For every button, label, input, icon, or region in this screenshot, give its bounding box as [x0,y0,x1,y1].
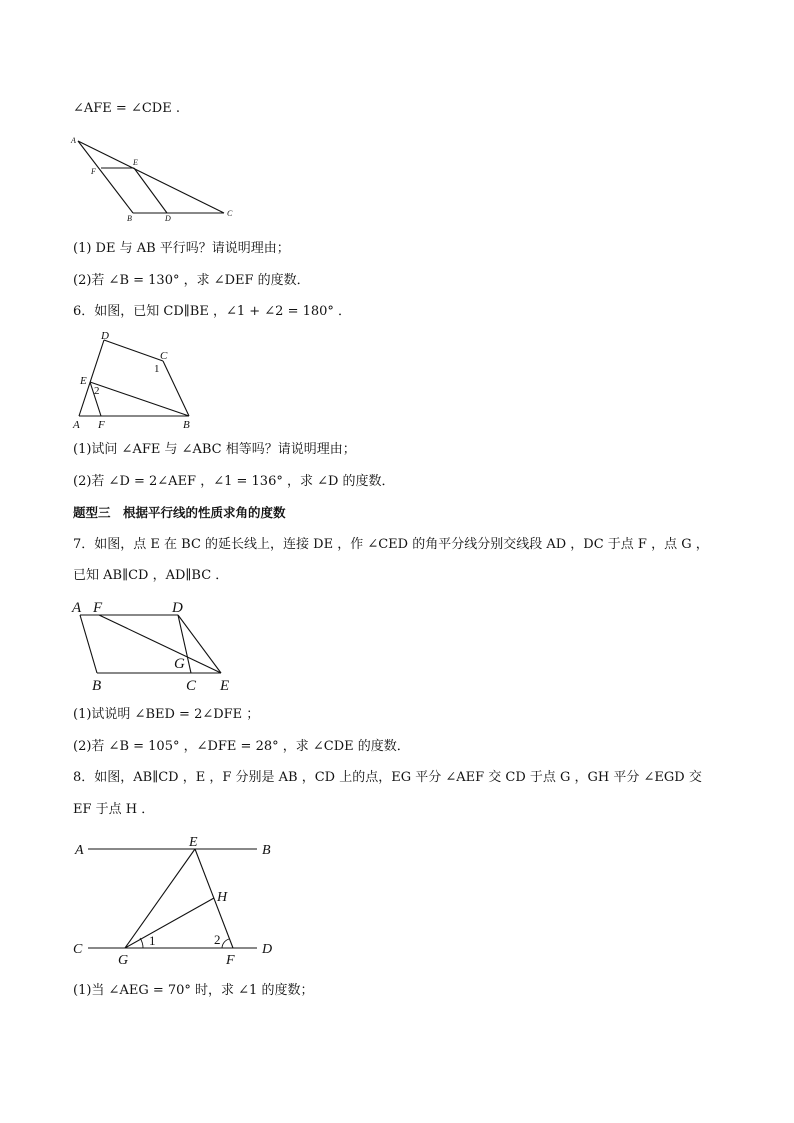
text-line-3: (2)若 ∠B = 130° ，求 ∠DEF 的度数． [73,273,310,288]
fig4-label-H: H [217,890,228,905]
fig1-label-C: C [227,209,233,218]
text-line-2: (1) DE 与 AB 平行吗？请说明理由； [73,241,290,256]
text-line-8: 已知 AB∥CD ，AD∥BC ． [73,568,229,583]
fig3-label-C: C [186,678,197,694]
fig2-label-A: A [73,419,80,431]
text-line-12: EF 于点 H ． [73,802,155,817]
fig4-label-C: C [73,942,83,957]
text-line-7: 7．如图，点 E 在 BC 的延长线上，连接 DE ，作 ∠CED 的角平分线分别交线段 AD ，DC 于点 F ，点 G ， [73,537,709,552]
text-line-1: ∠AFE = ∠CDE . [73,101,180,116]
fig4-label-E: E [189,835,198,850]
fig1-label-D: D [165,214,171,223]
fig3-label-D: D [172,600,183,616]
fig4-angle-arc-1 [140,938,143,948]
fig1-label-A: A [71,136,76,145]
fig1-label-E: E [133,158,138,167]
fig1-label-B: B [127,214,132,223]
fig2-label-1: 1 [154,363,160,375]
fig4-label-B: B [262,843,271,858]
text-line-4: 6．如图，已知 CD∥BE ，∠1 + ∠2 = 180° ． [73,304,352,319]
fig2-label-2: 2 [94,385,100,397]
fig3-label-G: G [174,656,185,672]
text-line-5: (1)试问 ∠AFE 与 ∠ABC 相等吗？请说明理由； [73,442,356,457]
text-line-6: (2)若 ∠D = 2∠AEF ，∠1 = 136° ，求 ∠D 的度数． [73,474,395,489]
fig2-label-C: C [160,350,168,362]
fig3-label-A: A [72,600,82,616]
fig2-label-D: D [101,330,109,342]
fig4-label-D: D [262,942,273,957]
fig4-line-EG [125,849,195,948]
fig3-label-F: F [93,600,103,616]
fig4-label-A: A [75,843,84,858]
section-heading: 题型三 根据平行线的性质求角的度数 [73,505,286,520]
text-line-11: 8．如图，AB∥CD ，E ，F 分别是 AB ，CD 上的点，EG 平分 ∠AEF 交 CD 于点 G ，GH 平分 ∠EGD 交 [73,770,702,785]
fig4-label-F: F [226,953,235,968]
fig4-angle-arc-2 [222,939,229,948]
text-line-13: (1)当 ∠AEG = 70° 时，求 ∠1 的度数； [73,983,314,998]
fig1-label-F: F [91,167,96,176]
fig3-label-E: E [220,678,230,694]
text-line-9: (1)试说明 ∠BED = 2∠DFE ； [73,707,260,722]
fig2-label-B: B [183,419,190,431]
fig4-label-G: G [118,953,129,968]
fig4-line-GH [125,898,214,948]
fig2-label-F: F [98,419,105,431]
fig3-label-B: B [92,678,102,694]
fig4-label-1: 1 [149,933,156,948]
fig2-label-E: E [80,375,87,387]
fig4-label-2: 2 [214,932,221,947]
text-line-10: (2)若 ∠B = 105° ，∠DFE = 28° ，求 ∠CDE 的度数． [73,739,410,754]
